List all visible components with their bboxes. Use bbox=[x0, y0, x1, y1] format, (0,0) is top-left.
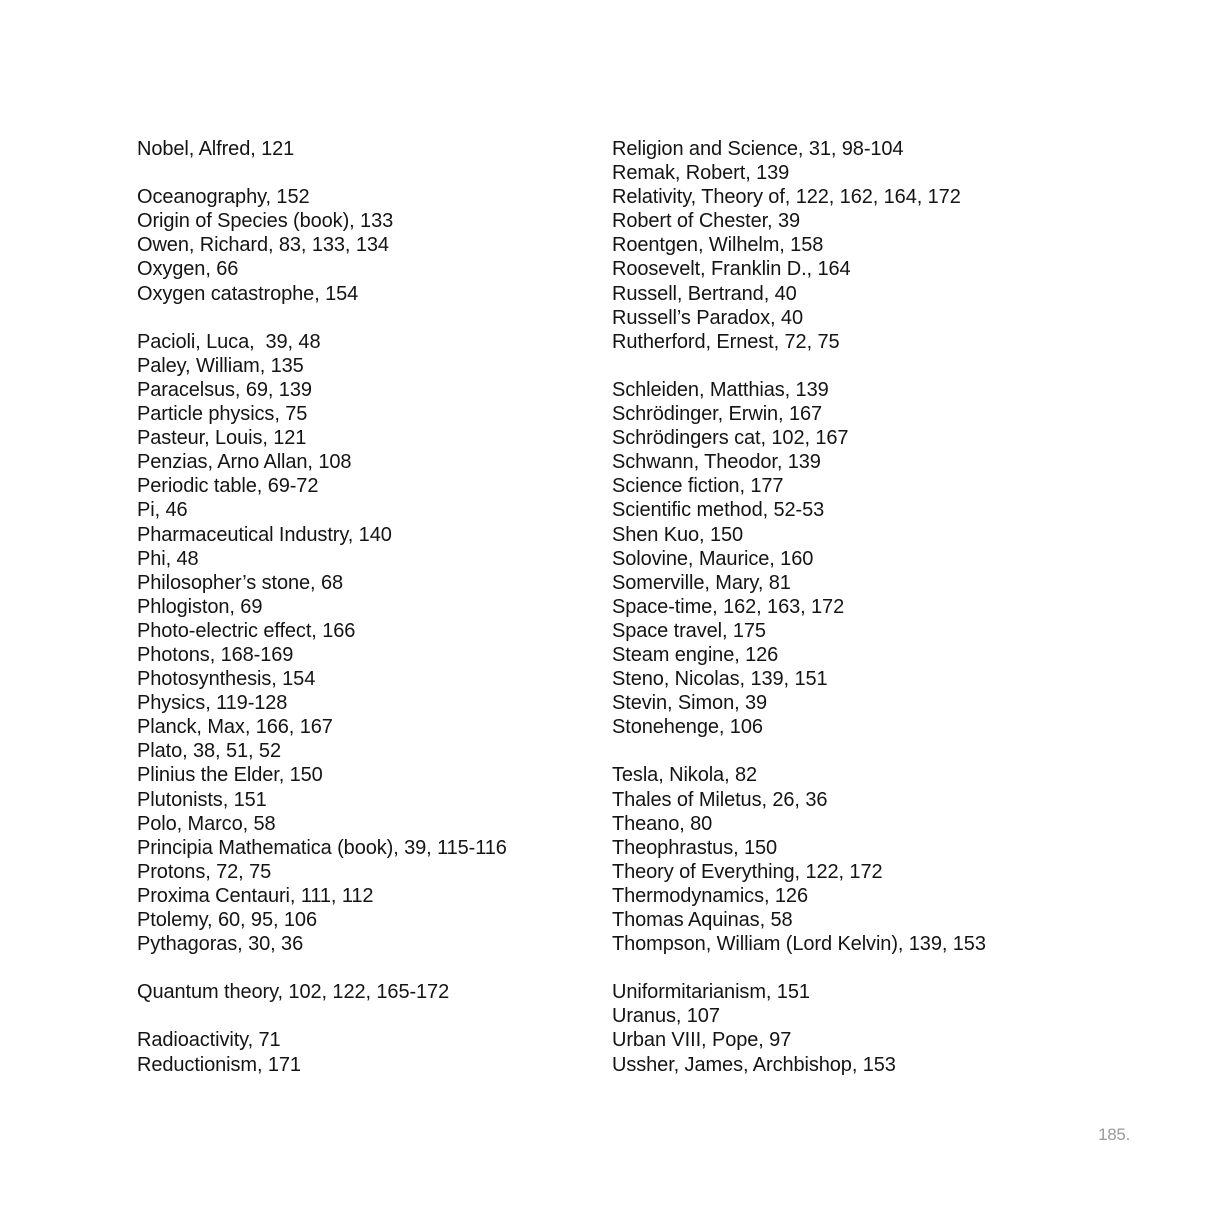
index-entry: Owen, Richard, 83, 133, 134 bbox=[137, 234, 389, 257]
index-entry: Uniformitarianism, 151 bbox=[612, 981, 810, 1004]
index-entry: Steam engine, 126 bbox=[612, 643, 779, 666]
index-entry: Photo-electric effect, 166 bbox=[137, 619, 356, 642]
index-entry: Thomas Aquinas, 58 bbox=[612, 909, 793, 931]
index-entry: Thompson, William (Lord Kelvin), 139, 153 bbox=[612, 933, 986, 956]
index-entry: Radioactivity, 71 bbox=[137, 1029, 281, 1052]
index-entry: Remak, Robert, 139 bbox=[612, 162, 790, 185]
index-entry: Pacioli, Luca, 39, 48 bbox=[137, 330, 321, 353]
index-letter-group bbox=[612, 763, 1052, 956]
index-entry: Plato, 38, 51, 52 bbox=[137, 740, 281, 763]
index-entry: Oxygen catastrophe, 154 bbox=[137, 282, 359, 305]
index-entry: Paley, William, 135 bbox=[137, 354, 304, 377]
index-letter-group bbox=[137, 185, 577, 305]
index-entry: Schrödinger, Erwin, 167 bbox=[612, 403, 823, 426]
index-entry: Shen Kuo, 150 bbox=[612, 523, 744, 546]
index-entry: Pharmaceutical Industry, 140 bbox=[137, 523, 392, 546]
index-entry: Plutonists, 151 bbox=[137, 788, 267, 811]
index-entry: Space travel, 175 bbox=[612, 619, 766, 642]
index-entry: Religion and Science, 31, 98-104 bbox=[612, 138, 904, 160]
index-entry: Roosevelt, Franklin D., 164 bbox=[612, 258, 851, 281]
index-entry: Schleiden, Matthias, 139 bbox=[612, 378, 829, 401]
index-letter-group bbox=[137, 980, 577, 1004]
index-entry: Somerville, Mary, 81 bbox=[612, 571, 791, 594]
index-entry: Ptolemy, 60, 95, 106 bbox=[137, 909, 317, 931]
index-entry: Protons, 72, 75 bbox=[137, 860, 272, 883]
index-entry: Schrödingers cat, 102, 167 bbox=[612, 427, 849, 450]
index-entry: Periodic table, 69-72 bbox=[137, 475, 319, 498]
index-letter-group bbox=[612, 980, 1052, 1076]
index-entry: Uranus, 107 bbox=[612, 1005, 720, 1028]
index-entry: Paracelsus, 69, 139 bbox=[137, 378, 312, 401]
index-entry: Pasteur, Louis, 121 bbox=[137, 427, 307, 450]
index-letter-group bbox=[137, 330, 577, 956]
index-entry: Oxygen, 66 bbox=[137, 258, 239, 281]
index-entry: Nobel, Alfred, 121 bbox=[137, 138, 295, 160]
index-entry: Solovine, Maurice, 160 bbox=[612, 547, 814, 570]
index-entry: Philosopher’s stone, 68 bbox=[137, 571, 343, 594]
index-entry: Pythagoras, 30, 36 bbox=[137, 933, 304, 956]
index-entry: Steno, Nicolas, 139, 151 bbox=[612, 668, 828, 691]
index-entry: Quantum theory, 102, 122, 165-172 bbox=[137, 981, 450, 1004]
index-entry: Thermodynamics, 126 bbox=[612, 884, 808, 907]
index-entry: Reductionism, 171 bbox=[137, 1053, 301, 1076]
index-entry: Stevin, Simon, 39 bbox=[612, 692, 768, 715]
index-column-right bbox=[612, 137, 1052, 1101]
index-entry: Russell, Bertrand, 40 bbox=[612, 282, 797, 305]
page-number: 185. bbox=[1098, 1125, 1130, 1144]
index-entry: Polo, Marco, 58 bbox=[137, 812, 276, 835]
index-entry: Phi, 48 bbox=[137, 547, 199, 570]
index-entry: Oceanography, 152 bbox=[137, 186, 310, 209]
index-entry: Tesla, Nikola, 82 bbox=[612, 764, 758, 787]
index-entry: Rutherford, Ernest, 72, 75 bbox=[612, 330, 840, 353]
index-entry: Urban VIII, Pope, 97 bbox=[612, 1029, 792, 1052]
index-letter-group bbox=[137, 1028, 577, 1076]
index-entry: Russell’s Paradox, 40 bbox=[612, 306, 803, 329]
index-entry: Proxima Centauri, 111, 112 bbox=[137, 884, 374, 907]
index-entry: Phlogiston, 69 bbox=[137, 595, 263, 618]
index-entry: Space-time, 162, 163, 172 bbox=[612, 595, 845, 618]
index-entry: Thales of Miletus, 26, 36 bbox=[612, 788, 828, 811]
index-entry: Plinius the Elder, 150 bbox=[137, 764, 323, 787]
index-entry: Relativity, Theory of, 122, 162, 164, 172 bbox=[612, 186, 961, 209]
index-entry: Planck, Max, 166, 167 bbox=[137, 716, 333, 739]
index-entry: Origin of Species (book), 133 bbox=[137, 210, 394, 233]
index-entry: Theory of Everything, 122, 172 bbox=[612, 860, 883, 883]
index-entry: Scientific method, 52-53 bbox=[612, 499, 825, 522]
index-entry: Roentgen, Wilhelm, 158 bbox=[612, 234, 824, 257]
index-entry: Theophrastus, 150 bbox=[612, 836, 778, 859]
index-entry: Physics, 119-128 bbox=[137, 692, 288, 715]
index-entry: Robert of Chester, 39 bbox=[612, 210, 801, 233]
index-entry: Schwann, Theodor, 139 bbox=[612, 451, 821, 474]
index-letter-group bbox=[612, 378, 1052, 739]
index-entry: Particle physics, 75 bbox=[137, 403, 308, 426]
index-entry: Principia Mathematica (book), 39, 115-116 bbox=[137, 836, 507, 859]
index-entry: Penzias, Arno Allan, 108 bbox=[137, 451, 352, 474]
index-column-left bbox=[137, 137, 577, 1101]
index-entry: Science fiction, 177 bbox=[612, 475, 784, 498]
index-letter-group bbox=[612, 137, 1052, 354]
index-entry: Ussher, James, Archbishop, 153 bbox=[612, 1053, 896, 1076]
index-entry: Pi, 46 bbox=[137, 499, 188, 522]
index-entry: Stonehenge, 106 bbox=[612, 716, 763, 739]
index-entry: Photosynthesis, 154 bbox=[137, 668, 316, 691]
index-entry: Theano, 80 bbox=[612, 812, 713, 835]
index-letter-group bbox=[137, 137, 577, 161]
index-entry: Photons, 168-169 bbox=[137, 643, 294, 666]
